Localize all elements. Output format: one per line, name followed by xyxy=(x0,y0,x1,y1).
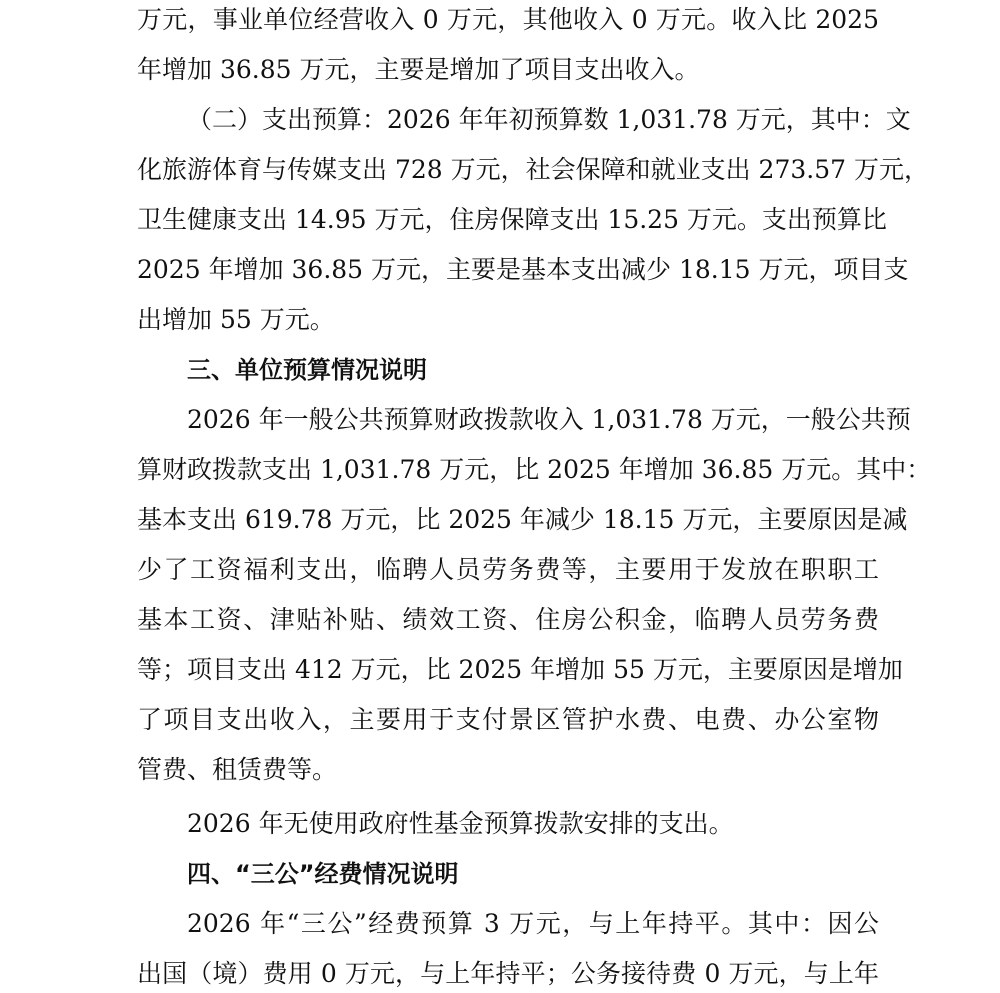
paragraph-line: 基本工资、津贴补贴、绩效工资、住房公积金，临聘人员劳务费 xyxy=(137,605,879,634)
section-heading: 三、单位预算情况说明 xyxy=(187,356,427,384)
paragraph-line: 管费、租赁费等。 xyxy=(137,755,338,784)
paragraph-line: 基本支出 619.78 万元，比 2025 年减少 18.15 万元，主要原因是减 xyxy=(137,505,908,534)
paragraph-line: （二）支出预算：2026 年年初预算数 1,031.78 万元，其中：文 xyxy=(187,105,911,134)
paragraph-line: 化旅游体育与传媒支出 728 万元，社会保障和就业支出 273.57 万元， xyxy=(137,155,929,184)
section-heading: 四、“三公”经费情况说明 xyxy=(187,860,459,888)
paragraph-line: 了项目支出收入，主要用于支付景区管护水费、电费、办公室物 xyxy=(137,705,879,734)
paragraph-line: 算财政拨款支出 1,031.78 万元，比 2025 年增加 36.85 万元。其中： xyxy=(137,455,932,484)
paragraph-line: 万元，事业单位经营收入 0 万元，其他收入 0 万元。收入比 2025 xyxy=(137,5,879,34)
paragraph-line: 卫生健康支出 14.95 万元，住房保障支出 15.25 万元。支出预算比 xyxy=(137,205,887,234)
paragraph-line: 少了工资福利支出，临聘人员劳务费等，主要用于发放在职职工 xyxy=(137,555,879,584)
paragraph-line: 等；项目支出 412 万元，比 2025 年增加 55 万元，主要原因是增加 xyxy=(137,655,903,684)
paragraph-line: 年增加 36.85 万元，主要是增加了项目支出收入。 xyxy=(137,55,700,84)
paragraph-line: 2026 年无使用政府性基金预算拨款安排的支出。 xyxy=(187,809,734,838)
paragraph-line: 2026 年“三公”经费预算 3 万元，与上年持平。其中：因公 xyxy=(187,909,879,938)
paragraph-line: 出国（境）费用 0 万元，与上年持平；公务接待费 0 万元，与上年 xyxy=(137,959,879,988)
paragraph-line: 2026 年一般公共预算财政拨款收入 1,031.78 万元，一般公共预 xyxy=(187,405,911,434)
paragraph-line: 2025 年增加 36.85 万元，主要是基本支出减少 18.15 万元，项目支 xyxy=(137,255,909,284)
paragraph-line: 出增加 55 万元。 xyxy=(137,305,335,334)
